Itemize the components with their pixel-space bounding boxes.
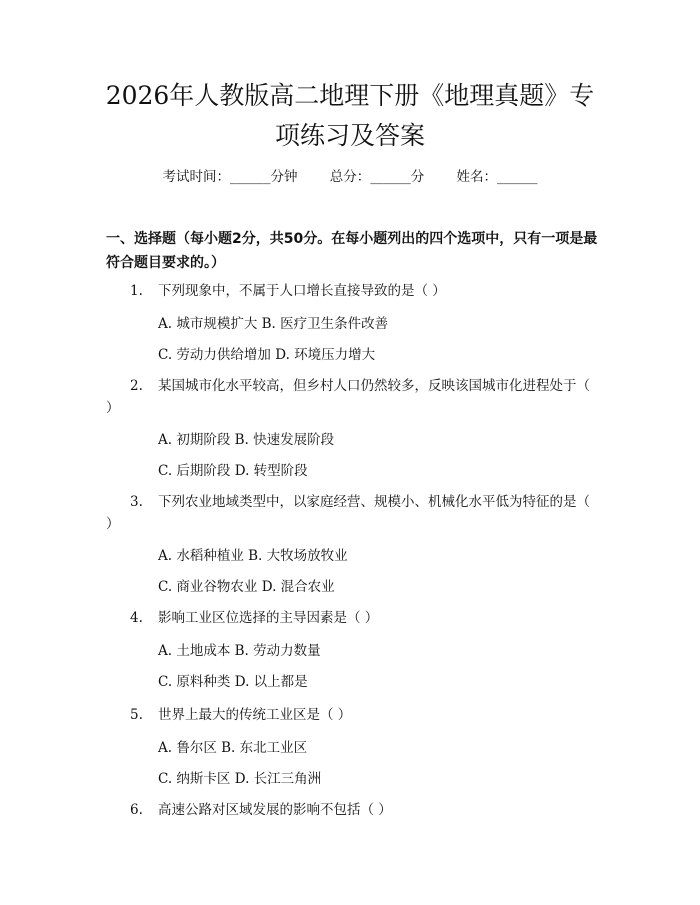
question-stem: 影响工业区位选择的主导因素是（ ）	[158, 610, 379, 626]
question-number: 6.	[130, 802, 143, 818]
question-stem: 高速公路对区域发展的影响不包括（ ）	[158, 802, 392, 818]
question-5	[106, 704, 596, 726]
question-stem: 下列农业地域类型中，以家庭经营、规模小、机械化水平低为特征的是（ ）	[106, 494, 590, 532]
question-3	[106, 491, 596, 535]
question-2-options-cd: C. 后期阶段 D. 转型阶段	[158, 463, 308, 479]
question-5-options-ab: A. 鲁尔区 B. 东北工业区	[158, 740, 308, 756]
question-6	[106, 799, 596, 821]
question-number: 3.	[130, 494, 143, 510]
question-3-options-cd: C. 商业谷物农业 D. 混合农业	[158, 579, 335, 595]
title-line-2: 项练习及答案	[274, 121, 425, 150]
question-stem: 世界上最大的传统工业区是（ ）	[158, 707, 352, 723]
exam-time: 考试时间：______分钟	[162, 169, 298, 185]
question-4-options-cd: C. 原料种类 D. 以上都是	[158, 674, 308, 690]
question-5-options-cd: C. 纳斯卡区 D. 长江三角洲	[158, 771, 322, 787]
question-stem: 下列现象中，不属于人口增长直接导致的是（ ）	[158, 283, 446, 299]
section-title: 一、选择题（每小题2分，共50分。在每小题列出的四个选项中，只有一项是最 符合题目要求的。）	[106, 231, 598, 271]
title-line-1: 2026年人教版高二地理下册《地理真题》专	[105, 81, 595, 110]
exam-name: 姓名：______	[456, 169, 538, 185]
question-1	[106, 280, 596, 302]
question-4-options-ab: A. 土地成本 B. 劳动力数量	[158, 643, 321, 659]
exam-score: 总分：______分	[329, 169, 425, 185]
question-number: 4.	[130, 610, 143, 626]
question-2	[106, 375, 596, 419]
question-1-options-ab: A. 城市规模扩大 B. 医疗卫生条件改善	[158, 316, 389, 332]
question-number: 5.	[130, 707, 143, 723]
page-title	[90, 76, 610, 156]
question-3-options-ab: A. 水稻种植业 B. 大牧场放牧业	[158, 548, 348, 564]
question-stem: 某国城市化水平较高，但乡村人口仍然较多，反映该国城市化进程处于（ ）	[106, 378, 590, 416]
question-number: 2.	[130, 378, 143, 394]
question-2-options-ab: A. 初期阶段 B. 快速发展阶段	[158, 432, 335, 448]
question-number: 1.	[130, 283, 143, 299]
question-4	[106, 607, 596, 629]
exam-meta	[0, 166, 700, 188]
question-1-options-cd: C. 劳动力供给增加 D. 环境压力增大	[158, 347, 376, 363]
